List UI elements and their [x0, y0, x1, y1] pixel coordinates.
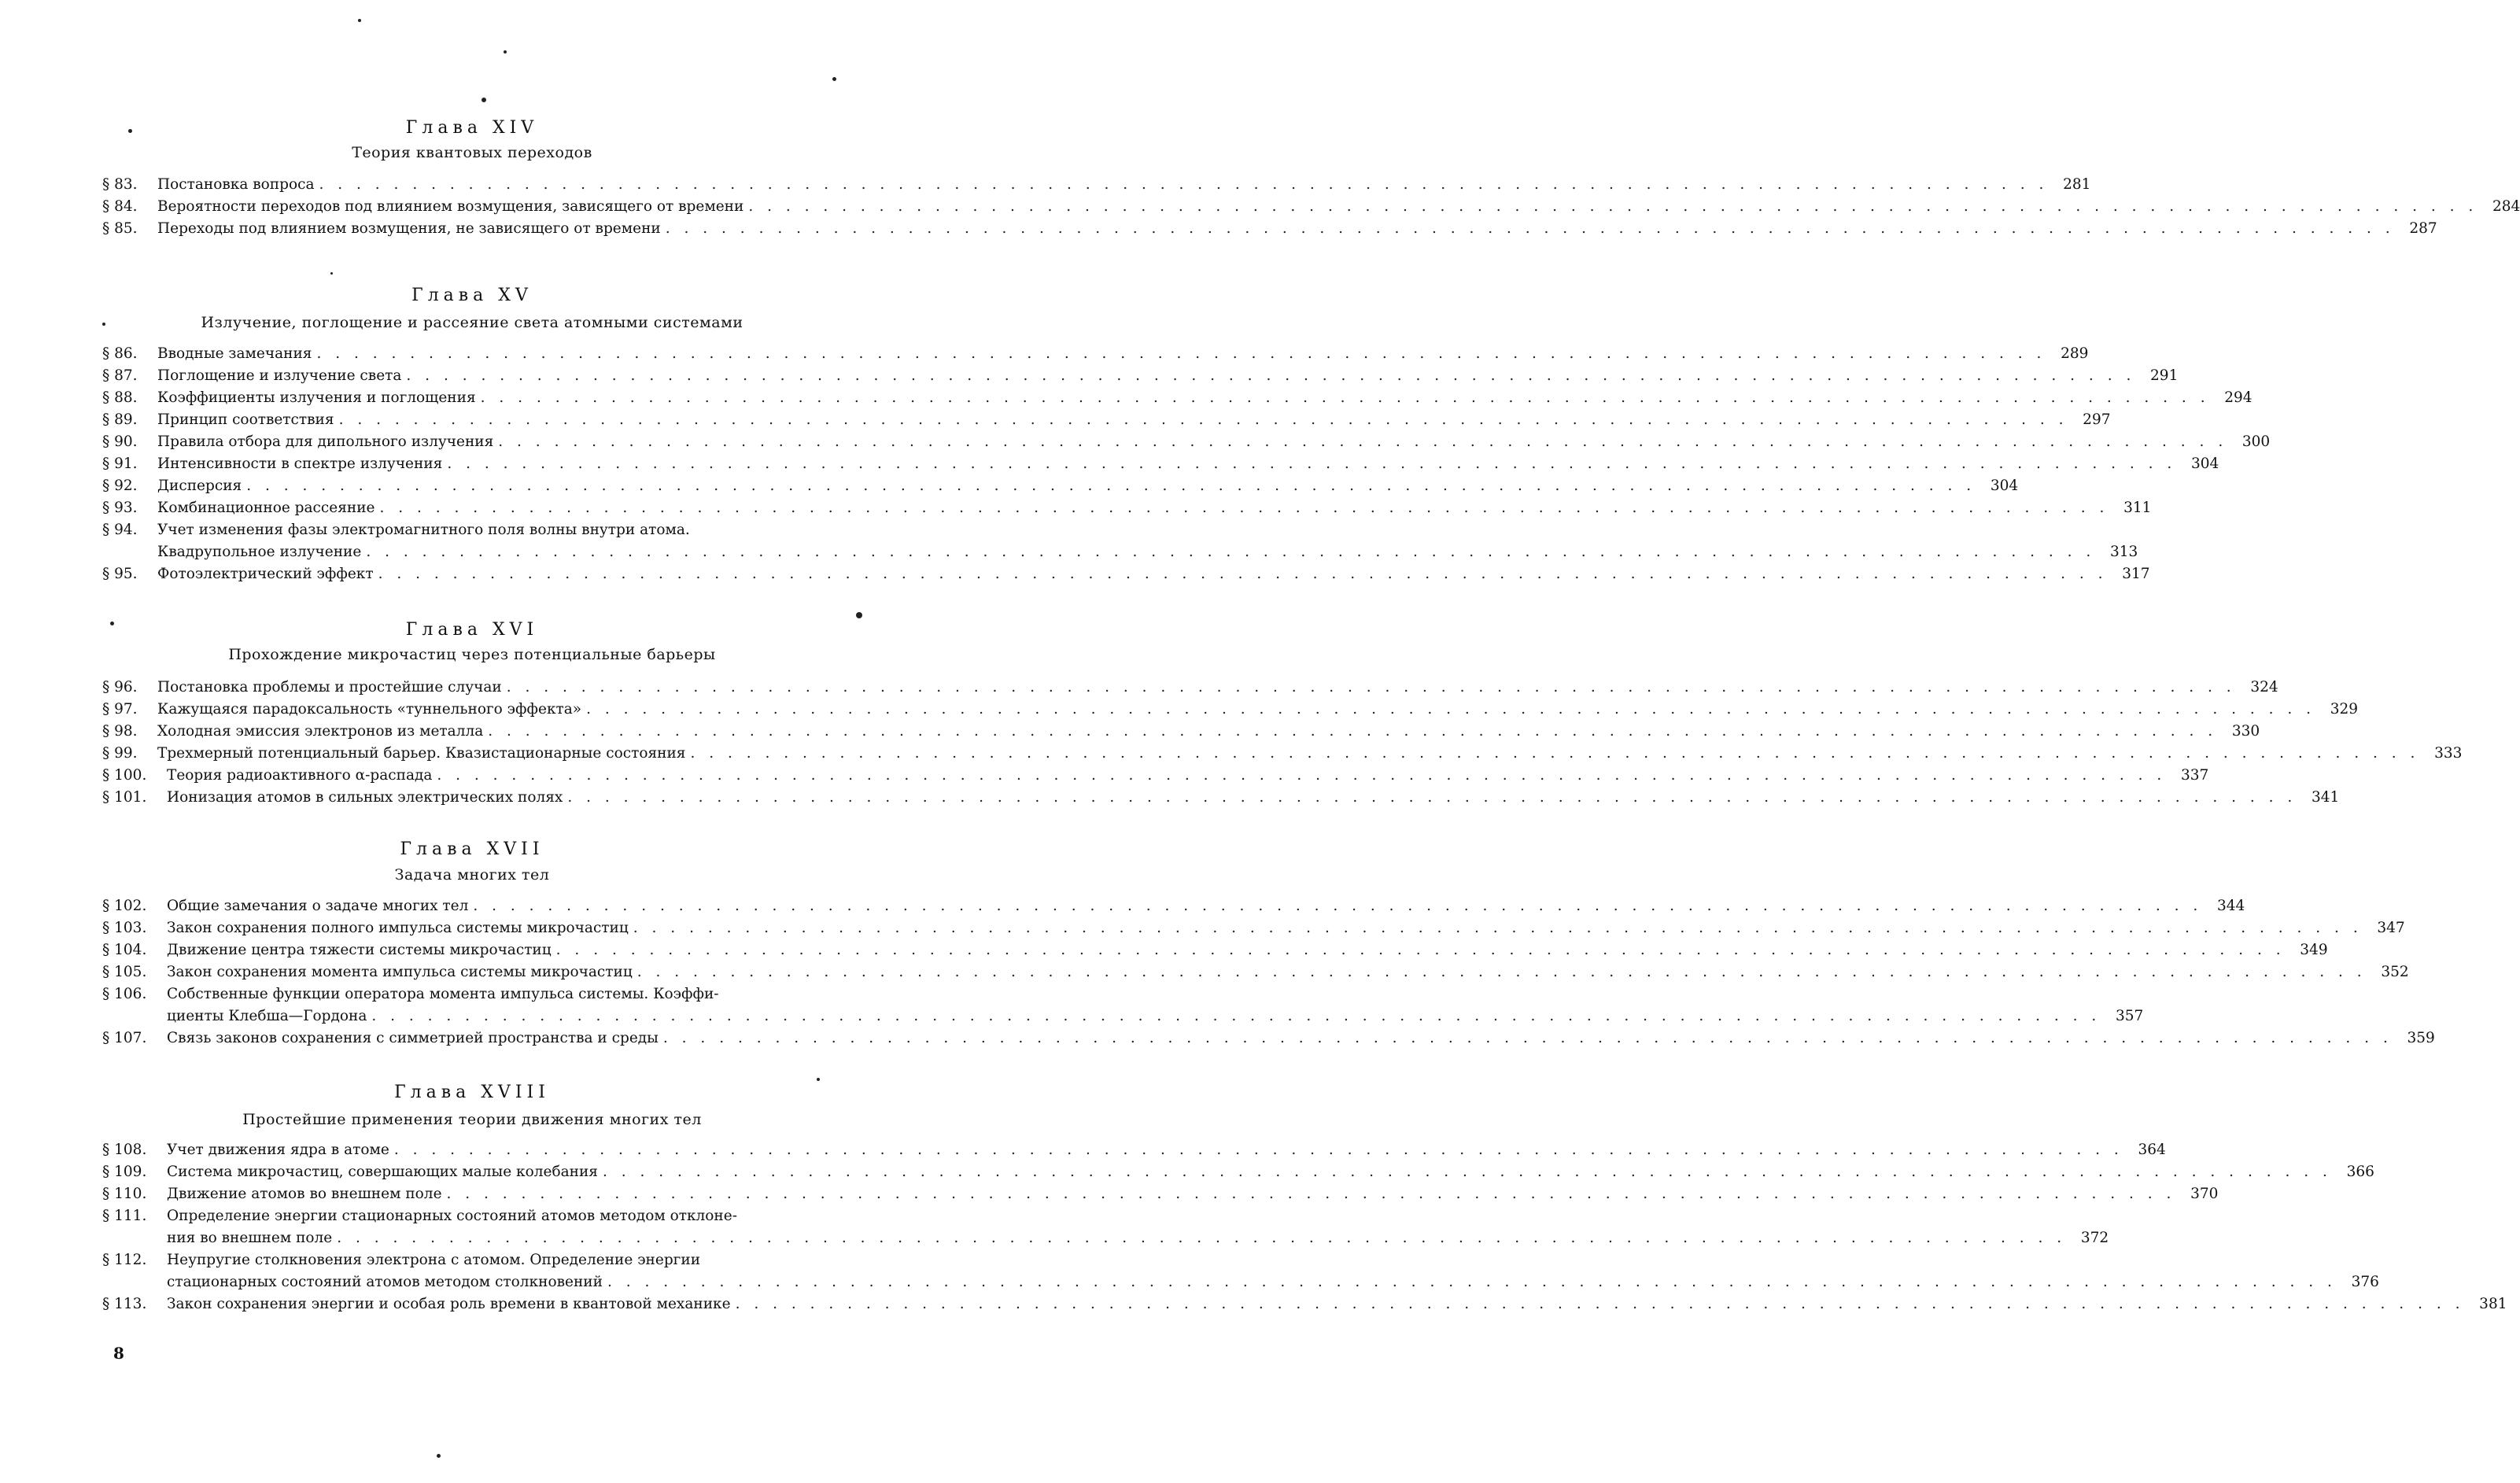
- section-title: Трехмерный потенциальный барьер. Квазистационарные состояния: [157, 745, 686, 762]
- toc-entry: [102, 721, 2260, 743]
- toc-page-number: 291: [2150, 367, 2179, 384]
- scan-speck: [128, 129, 132, 133]
- section-number: § 98.: [102, 723, 138, 740]
- section-title: Система микрочастиц, совершающих малые колебания: [167, 1164, 598, 1180]
- dot-leader: [378, 563, 2108, 585]
- section-number: § 88.: [102, 389, 138, 406]
- toc-page-number: 317: [2122, 566, 2150, 582]
- dot-leader: [690, 743, 2419, 765]
- chapter-subtitle: Прохождение микрочастиц через потенциальные барьеры: [228, 646, 716, 663]
- section-title: Собственные функции оператора момента импульса системы. Коэффи-: [167, 986, 719, 1002]
- chapter-title: Глава XV: [411, 286, 533, 305]
- section-title: Фотоэлектрический эффект: [157, 566, 374, 582]
- section-number: § 93.: [102, 500, 138, 516]
- section-title: Определение энергии стационарных состояний атомов методом отклоне-: [167, 1208, 737, 1224]
- toc-entry: [102, 174, 2091, 196]
- scan-speck: [481, 98, 486, 102]
- toc-page-number: 352: [2381, 964, 2409, 980]
- dot-leader: [488, 721, 2217, 743]
- toc-page-number: 347: [2377, 920, 2405, 936]
- section-number: § 104.: [102, 942, 147, 958]
- dot-leader: [473, 895, 2202, 917]
- section-number: § 106.: [102, 986, 147, 1002]
- dot-leader: [316, 343, 2046, 365]
- toc-entry: [102, 1027, 2435, 1050]
- toc-entry: [102, 218, 2437, 240]
- section-title: Учет изменения фазы электромагнитного поля волны внутри атома.: [157, 522, 690, 538]
- toc-entry: [102, 983, 2144, 1027]
- toc-page-number: 287: [2409, 220, 2437, 237]
- toc-entry: [102, 497, 2152, 519]
- section-title: циенты Клебша—Гордона: [167, 1008, 367, 1024]
- section-number: § 87.: [102, 367, 138, 384]
- section-number: § 109.: [102, 1164, 147, 1180]
- dot-leader: [586, 699, 2315, 721]
- toc-list: [102, 677, 2463, 809]
- dot-leader: [507, 677, 2236, 699]
- toc-entry: [102, 743, 2463, 765]
- section-title: Постановка проблемы и простейшие случаи: [157, 679, 502, 695]
- scan-speck: [504, 50, 507, 53]
- dot-leader: [319, 174, 2049, 196]
- toc-page-number: 366: [2346, 1164, 2374, 1180]
- section-number: § 107.: [102, 1030, 147, 1046]
- section-number: § 90.: [102, 433, 138, 450]
- toc-page-number: 304: [2190, 456, 2219, 472]
- scan-speck: [856, 612, 862, 618]
- dot-leader: [246, 475, 1976, 497]
- section-number: § 83.: [102, 176, 138, 193]
- section-number: § 96.: [102, 679, 138, 695]
- toc-entry: [102, 1249, 2379, 1293]
- toc-page-number: 313: [2109, 544, 2138, 560]
- toc-page-number: 372: [2080, 1230, 2109, 1246]
- section-title: Переходы под влиянием возмущения, не зависящего от времени: [157, 220, 661, 237]
- dot-leader: [663, 1027, 2393, 1050]
- section-title: ния во внешнем поле: [167, 1230, 333, 1246]
- toc-entry: [102, 365, 2179, 387]
- toc-entry: [102, 787, 2340, 809]
- section-number: § 110.: [102, 1186, 147, 1202]
- section-title: Комбинационное рассеяние: [157, 500, 375, 516]
- chapter-subtitle: Задача многих тел: [394, 866, 550, 884]
- toc-page-number: 364: [2138, 1142, 2166, 1158]
- scan-speck: [110, 622, 114, 625]
- dot-leader: [633, 917, 2363, 939]
- chapter-title: Глава XVIII: [394, 1083, 550, 1102]
- toc-page-number: 284: [2492, 198, 2520, 215]
- chapter-subtitle: Излучение, поглощение и рассеяние света атомными системами: [201, 314, 743, 331]
- toc-page-number: 333: [2434, 745, 2463, 762]
- section-number: § 85.: [102, 220, 138, 237]
- scan-speck: [330, 272, 333, 275]
- dot-leader: [437, 765, 2166, 787]
- toc-page-number: 304: [1990, 478, 2019, 494]
- section-number: § 112.: [102, 1252, 147, 1268]
- section-title: Дисперсия: [157, 478, 242, 494]
- dot-leader: [371, 1005, 2101, 1027]
- section-number: § 94.: [102, 522, 138, 538]
- section-title: Закон сохранения момента импульса системы микрочастиц: [167, 964, 633, 980]
- toc-entry: [102, 917, 2405, 939]
- section-title: Ионизация атомов в сильных электрических полях: [167, 789, 563, 806]
- dot-leader: [556, 939, 2286, 961]
- section-number: § 103.: [102, 920, 147, 936]
- section-title: Общие замечания о задаче многих тел: [167, 898, 469, 914]
- toc-list: [102, 895, 2435, 1050]
- dot-leader: [447, 1183, 2176, 1205]
- toc-page-number: 341: [2311, 789, 2340, 806]
- toc-page-number: 289: [2061, 345, 2089, 362]
- section-number: § 97.: [102, 701, 138, 718]
- toc-list: [102, 343, 2271, 585]
- toc-page-number: 344: [2216, 898, 2245, 914]
- toc-page-number: 311: [2123, 500, 2152, 516]
- dot-leader: [380, 497, 2109, 519]
- dot-leader: [607, 1271, 2337, 1293]
- section-title: стационарных состояний атомов методом столкновений: [167, 1274, 603, 1290]
- dot-leader: [748, 196, 2478, 218]
- section-number: § 84.: [102, 198, 138, 215]
- section-title: Коэффициенты излучения и поглощения: [157, 389, 476, 406]
- toc-page-number: 297: [2083, 411, 2111, 428]
- toc-list: [102, 174, 2520, 240]
- section-title: Теория радиоактивного α-распада: [167, 767, 433, 784]
- section-title: Холодная эмиссия электронов из металла: [157, 723, 484, 740]
- toc-entry: [102, 699, 2359, 721]
- section-title: Интенсивности в спектре излучения: [157, 456, 443, 472]
- section-number: § 92.: [102, 478, 138, 494]
- dot-leader: [366, 541, 2095, 563]
- dot-leader: [339, 409, 2068, 431]
- section-number: § 95.: [102, 566, 138, 582]
- toc-page-number: 329: [2330, 701, 2359, 718]
- section-number: § 99.: [102, 745, 138, 762]
- dot-leader: [447, 453, 2176, 475]
- section-number: § 108.: [102, 1142, 147, 1158]
- toc-entry: [102, 765, 2209, 787]
- section-title: Движение атомов во внешнем поле: [167, 1186, 442, 1202]
- section-number: § 113.: [102, 1296, 147, 1312]
- toc-page-number: 337: [2181, 767, 2209, 784]
- section-title: Вводные замечания: [157, 345, 312, 362]
- toc-page-number: 349: [2300, 942, 2328, 958]
- section-title: Движение центра тяжести системы микрочастиц: [167, 942, 552, 958]
- section-number: § 105.: [102, 964, 147, 980]
- section-title: Поглощение и излучение света: [157, 367, 402, 384]
- toc-page-number: 376: [2351, 1274, 2379, 1290]
- section-number: § 86.: [102, 345, 138, 362]
- scan-speck: [832, 77, 836, 81]
- dot-leader: [637, 961, 2367, 983]
- toc-page-number: 324: [2250, 679, 2278, 695]
- chapter-subtitle: Простейшие применения теории движения многих тел: [242, 1111, 702, 1128]
- section-title: Постановка вопроса: [157, 176, 315, 193]
- toc-entry: [102, 961, 2409, 983]
- toc-entry: [102, 431, 2271, 453]
- toc-entry: [102, 677, 2278, 699]
- scan-speck: [817, 1078, 820, 1081]
- toc-entry: [102, 519, 2138, 563]
- toc-entry: [102, 1183, 2219, 1205]
- section-number: § 91.: [102, 456, 138, 472]
- dot-leader: [498, 431, 2227, 453]
- toc-page-number: 359: [2407, 1030, 2435, 1046]
- toc-list: [102, 1139, 2507, 1315]
- toc-entry: [102, 563, 2150, 585]
- dot-leader: [406, 365, 2135, 387]
- section-title: Принцип соответствия: [157, 411, 334, 428]
- dot-leader: [666, 218, 2395, 240]
- toc-page-number: 300: [2241, 433, 2271, 450]
- toc-entry: [102, 1139, 2166, 1161]
- dot-leader: [567, 787, 2297, 809]
- chapter-title: Глава XIV: [405, 118, 539, 138]
- scan-speck: [102, 323, 105, 326]
- dot-leader: [603, 1161, 2332, 1183]
- toc-page-number: 294: [2224, 389, 2253, 406]
- section-title: Неупругие столкновения электрона с атомом. Определение энергии: [167, 1252, 701, 1268]
- dot-leader: [337, 1227, 2066, 1249]
- section-number: § 102.: [102, 898, 147, 914]
- scan-speck: [358, 19, 361, 22]
- section-number: § 89.: [102, 411, 138, 428]
- section-number: § 111.: [102, 1208, 147, 1224]
- section-number: § 101.: [102, 789, 147, 806]
- dot-leader: [481, 387, 2210, 409]
- section-title: Связь законов сохранения с симметрией пространства и среды: [167, 1030, 659, 1046]
- toc-entry: [102, 1293, 2507, 1315]
- section-title: Вероятности переходов под влиянием возмущения, зависящего от времени: [157, 198, 744, 215]
- section-number: § 100.: [102, 767, 147, 784]
- toc-page-number: 370: [2190, 1186, 2219, 1202]
- toc-entry: [102, 343, 2089, 365]
- toc-entry: [102, 939, 2328, 961]
- chapter-title: Глава XVI: [405, 620, 539, 640]
- toc-entry: [102, 475, 2019, 497]
- page-number: 8: [113, 1344, 124, 1363]
- scan-speck: [437, 1454, 441, 1458]
- toc-page-number: 281: [2063, 176, 2091, 193]
- dot-leader: [394, 1139, 2123, 1161]
- toc-entry: [102, 1161, 2374, 1183]
- toc-entry: [102, 453, 2219, 475]
- toc-page-number: 357: [2115, 1008, 2144, 1024]
- section-title: Кажущаяся парадоксальность «туннельного эффекта»: [157, 701, 582, 718]
- toc-entry: [102, 1205, 2109, 1249]
- toc-page-number: 330: [2231, 723, 2260, 740]
- section-title: Правила отбора для дипольного излучения: [157, 433, 494, 450]
- toc-entry: [102, 196, 2520, 218]
- dot-leader: [736, 1293, 2465, 1315]
- section-title: Закон сохранения энергии и особая роль времени в квантовой механике: [167, 1296, 731, 1312]
- toc-entry: [102, 409, 2111, 431]
- chapter-title: Глава XVII: [400, 839, 544, 859]
- toc-entry: [102, 895, 2245, 917]
- chapter-subtitle: Теория квантовых переходов: [352, 144, 592, 161]
- section-title: Учет движения ядра в атоме: [167, 1142, 389, 1158]
- toc-page-number: 381: [2479, 1296, 2507, 1312]
- section-title: Закон сохранения полного импульса системы микрочастиц: [167, 920, 629, 936]
- toc-entry: [102, 387, 2253, 409]
- section-title: Квадрупольное излучение: [157, 544, 362, 560]
